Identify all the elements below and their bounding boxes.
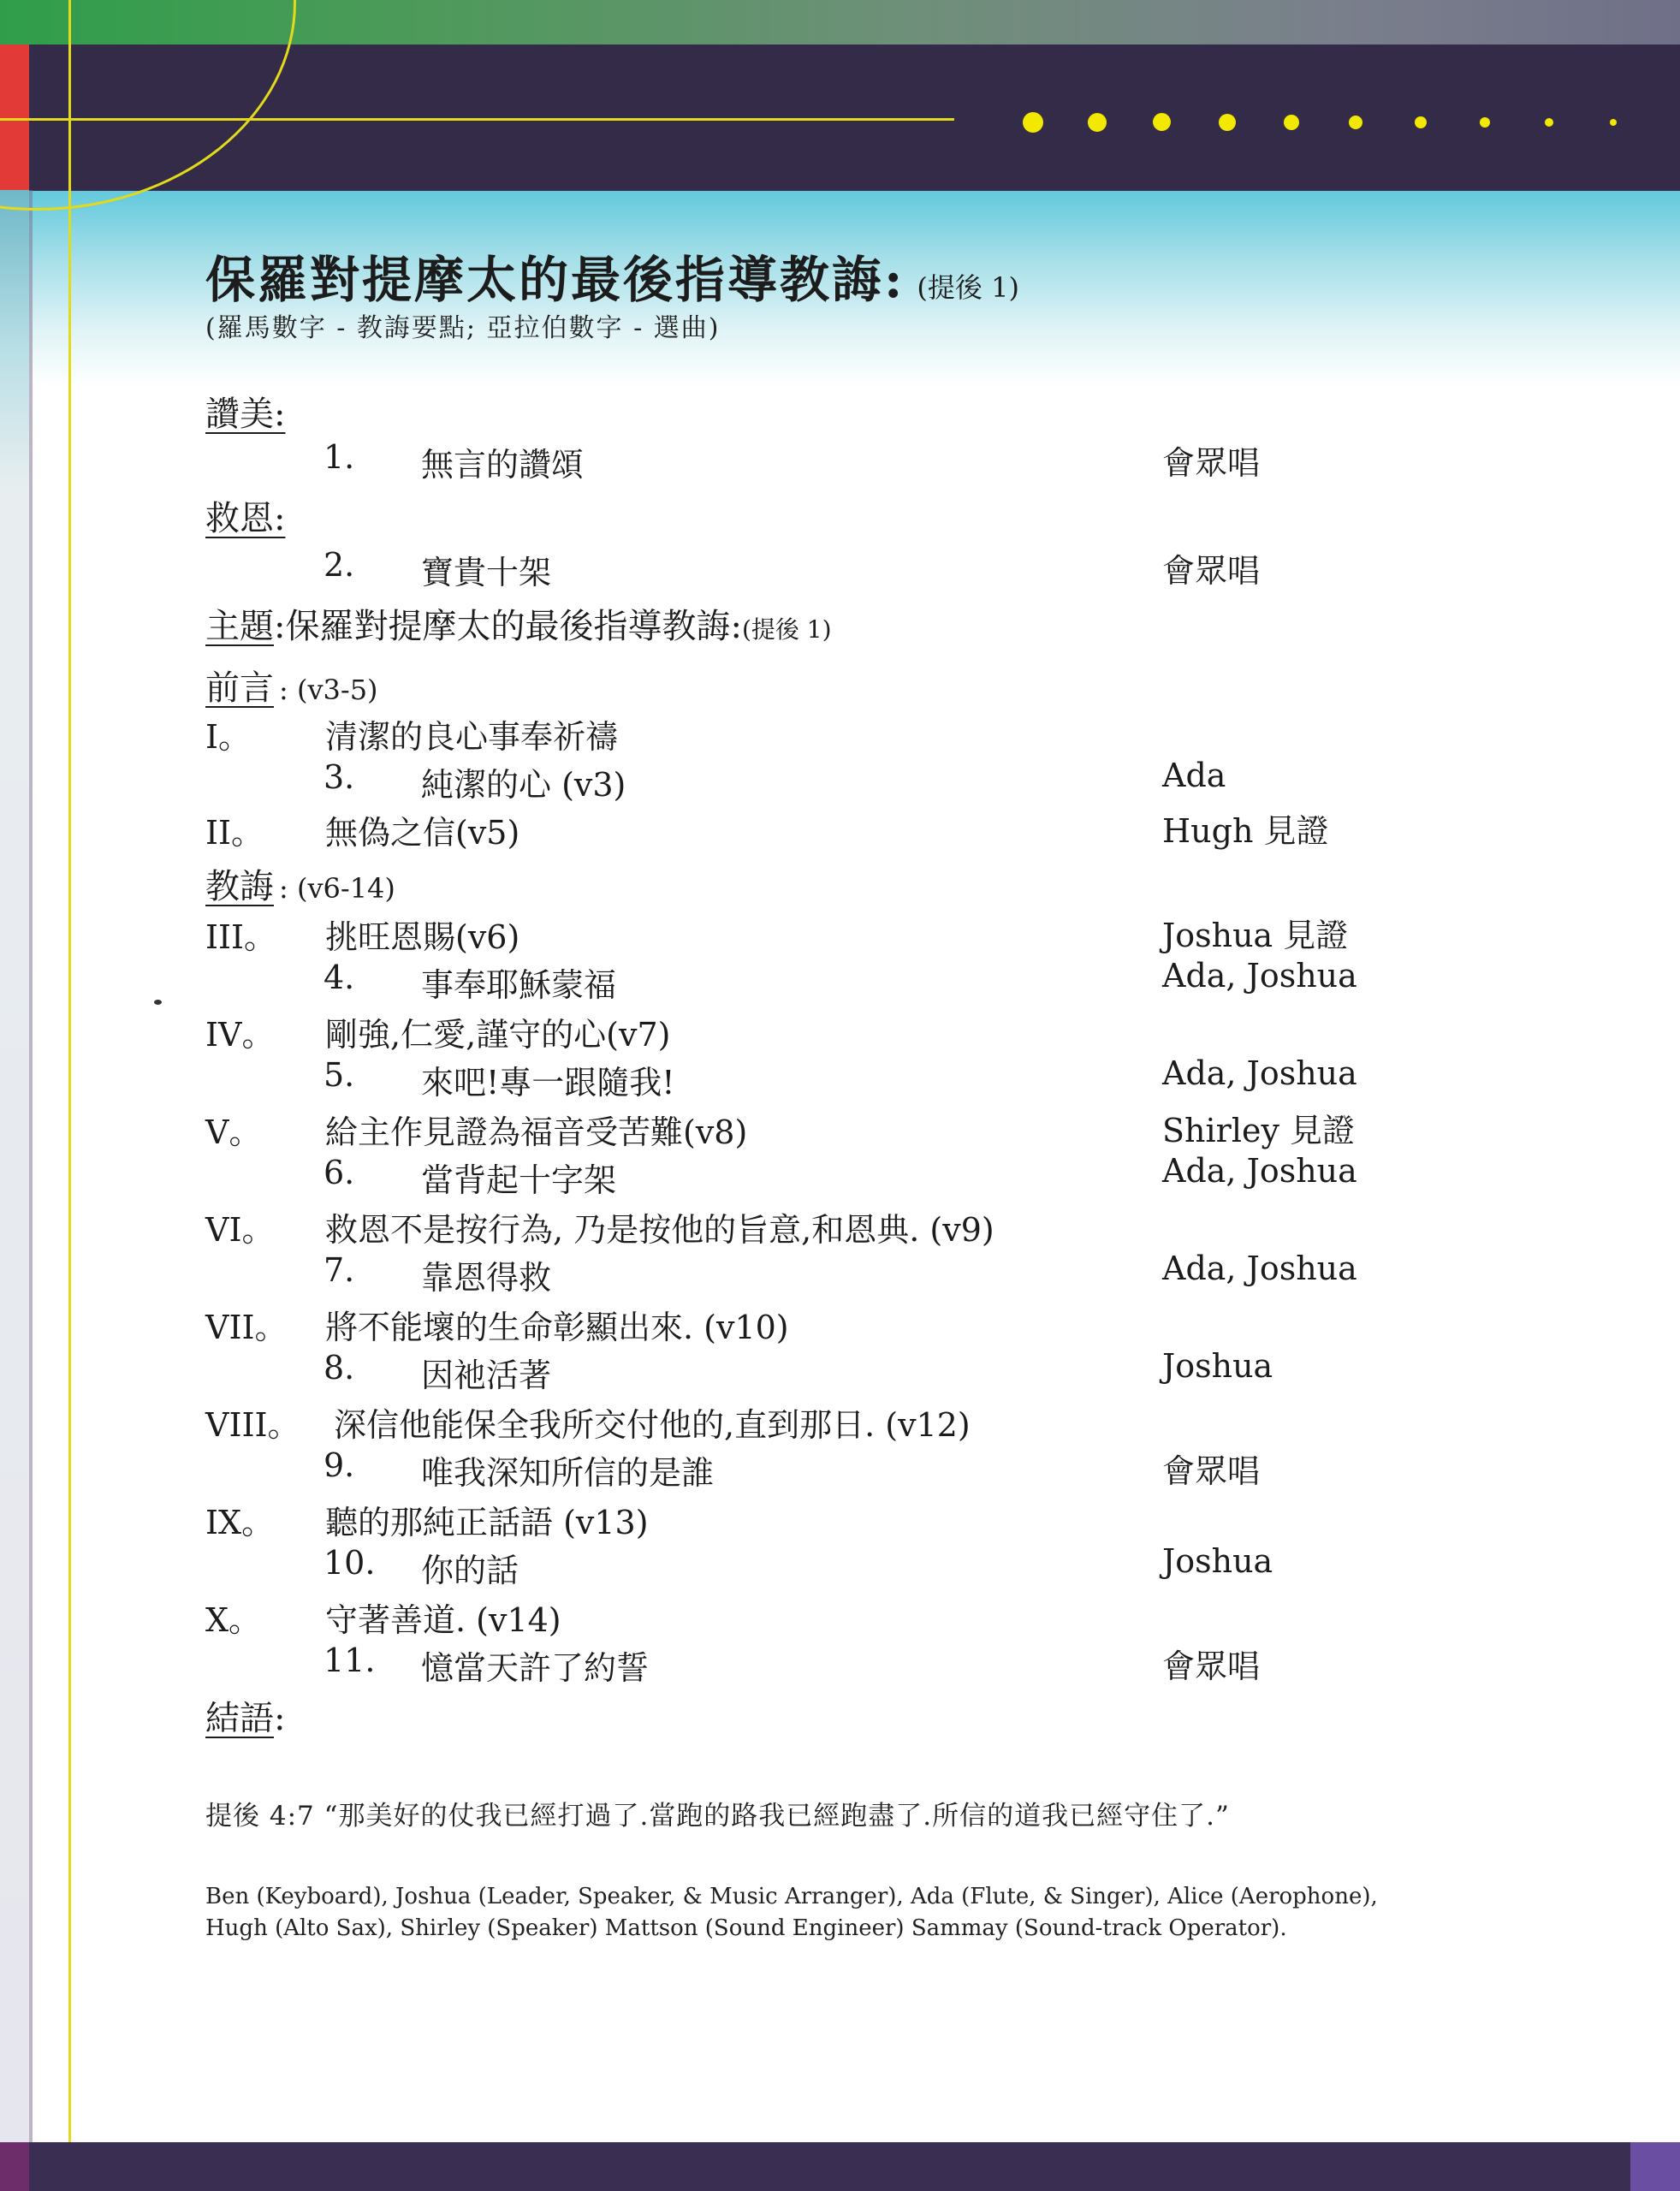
song-number: 9. [324,1446,355,1484]
point-numeral: V。 [205,1113,262,1151]
dot [1480,117,1490,128]
section-praise [205,387,285,436]
point-numeral: VII。 [205,1309,288,1346]
song-title: 你的話 [421,1552,519,1589]
song-title: 唯我深知所信的是誰 [421,1454,715,1492]
point-note: Joshua 見證 [1162,917,1349,954]
song-performer: 會眾唱 [1162,1648,1261,1685]
song-performer: Joshua [1162,1542,1273,1580]
point-text: 清潔的良心事奉祈禱 [325,718,619,756]
song-number: 11. [324,1642,376,1679]
point-text: 剛強,仁愛,謹守的心(v7) [325,1016,671,1054]
song-performer: 會眾唱 [1162,552,1261,590]
song-number: 6. [324,1154,355,1191]
point-numeral: X。 [205,1601,262,1639]
point-text: 將不能壞的生命彰顯出來. (v10) [325,1309,789,1346]
section-title: 讚美: [205,395,286,434]
yellow-dot-row [1023,107,1639,138]
point-numeral: VI。 [205,1211,275,1249]
song-performer: Ada, Joshua [1162,957,1357,995]
conclusion-colon: : [274,1699,286,1738]
song-number: 3. [324,758,355,796]
song-number: 2. [324,546,355,584]
page-subtitle: (羅馬數字 - 教誨要點; 亞拉伯數字 - 選曲) [205,313,721,343]
song-number: 5. [324,1056,355,1094]
left-stripe [0,190,29,2191]
song-title: 寶貴十架 [421,554,552,591]
song-number: 10. [324,1544,376,1582]
page-title [205,240,1019,312]
song-performer: Ada, Joshua [1162,1250,1357,1287]
dot [1284,115,1299,130]
dot [1023,112,1043,133]
song-performer: 會眾唱 [1162,1452,1261,1490]
point-numeral: IX。 [205,1504,275,1541]
song-performer: Ada, Joshua [1162,1054,1357,1092]
point-note: Hugh 見證 [1162,812,1329,850]
yellow-vertical-line [68,0,71,2191]
song-number: 7. [324,1251,355,1289]
point-numeral: I。 [205,718,252,756]
song-title: 靠恩得救 [421,1259,552,1297]
point-text: 聽的那純正話語 (v13) [325,1504,649,1541]
dot [1349,116,1362,129]
dot [1545,118,1553,127]
credits-line-1: Ben (Keyboard), Joshua (Leader, Speaker, & Music Arranger), Ada (Flute, & Singer), Alice (Aerophone), [205,1884,1378,1909]
section-salvation [205,491,285,540]
section-title: 結語 [205,1699,274,1738]
song-title: 無言的讚頌 [421,446,585,484]
song-title: 純潔的心 (v3) [421,766,626,804]
section-reference: : (v3-5) [279,674,378,706]
point-text: 無偽之信(v5) [325,814,520,852]
point-numeral: III。 [205,918,277,956]
dot [1415,116,1427,128]
point-text: 深信他能保全我所交付他的,直到那日. (v12) [334,1406,971,1444]
title-reference: (提後 1) [917,271,1019,304]
song-title: 因祂活著 [421,1357,552,1394]
theme-text: :保羅對提摩太的最後指導教誨: [274,607,742,646]
footer-band [0,2142,1680,2191]
section-theme [205,599,832,648]
song-performer: 會眾唱 [1162,444,1261,482]
left-stripe-edge [29,190,33,2191]
point-note: Shirley 見證 [1162,1112,1356,1149]
point-text: 挑旺恩賜(v6) [325,918,520,956]
song-title: 事奉耶穌蒙福 [421,966,617,1004]
song-performer: Joshua [1162,1347,1273,1385]
footer-right-block [1630,2142,1680,2191]
theme-reference: (提後 1) [741,615,832,644]
dot [1610,119,1617,126]
title-text: 保羅對提摩太的最後指導教誨: [205,251,905,309]
section-title: 前言 [205,668,274,708]
song-performer: Ada, Joshua [1162,1152,1357,1190]
section-conclusion [205,1691,285,1740]
point-text: 給主作見證為福音受苦難(v8) [325,1113,748,1151]
dot [1088,113,1107,132]
section-teaching [205,859,395,908]
point-numeral: IV。 [205,1016,275,1054]
dot [1219,114,1236,131]
section-title: 救恩: [205,499,286,538]
footer-left-block [0,2142,29,2191]
ink-smudge [154,1000,162,1005]
song-title: 來吧!專一跟隨我! [421,1064,675,1101]
yellow-horizontal-line [0,118,954,121]
scripture-quote: 提後 4:7 “那美好的仗我已經打過了.當跑的路我已經跑盡了.所信的道我已經守住了.” [205,1801,1230,1832]
song-title: 憶當天許了約誓 [421,1649,650,1687]
point-text: 守著善道. (v14) [325,1601,561,1639]
song-number: 4. [324,959,355,996]
song-number: 8. [324,1349,355,1386]
point-numeral: II。 [205,814,264,852]
section-title: 主題 [205,607,274,646]
point-numeral: VIII。 [205,1406,300,1444]
credits [205,1881,1378,1945]
point-text: 救恩不是按行為, 乃是按他的旨意,和恩典. (v9) [325,1211,994,1249]
section-preface [205,661,378,710]
song-title: 當背起十字架 [421,1161,617,1199]
section-reference: : (v6-14) [279,872,395,905]
section-title: 教誨 [205,867,274,906]
dot [1153,113,1171,131]
song-number: 1. [324,438,355,476]
credits-line-2: Hugh (Alto Sax), Shirley (Speaker) Mattson (Sound Engineer) Sammay (Sound-track Operator). [205,1915,1287,1941]
song-performer: Ada [1162,757,1226,794]
